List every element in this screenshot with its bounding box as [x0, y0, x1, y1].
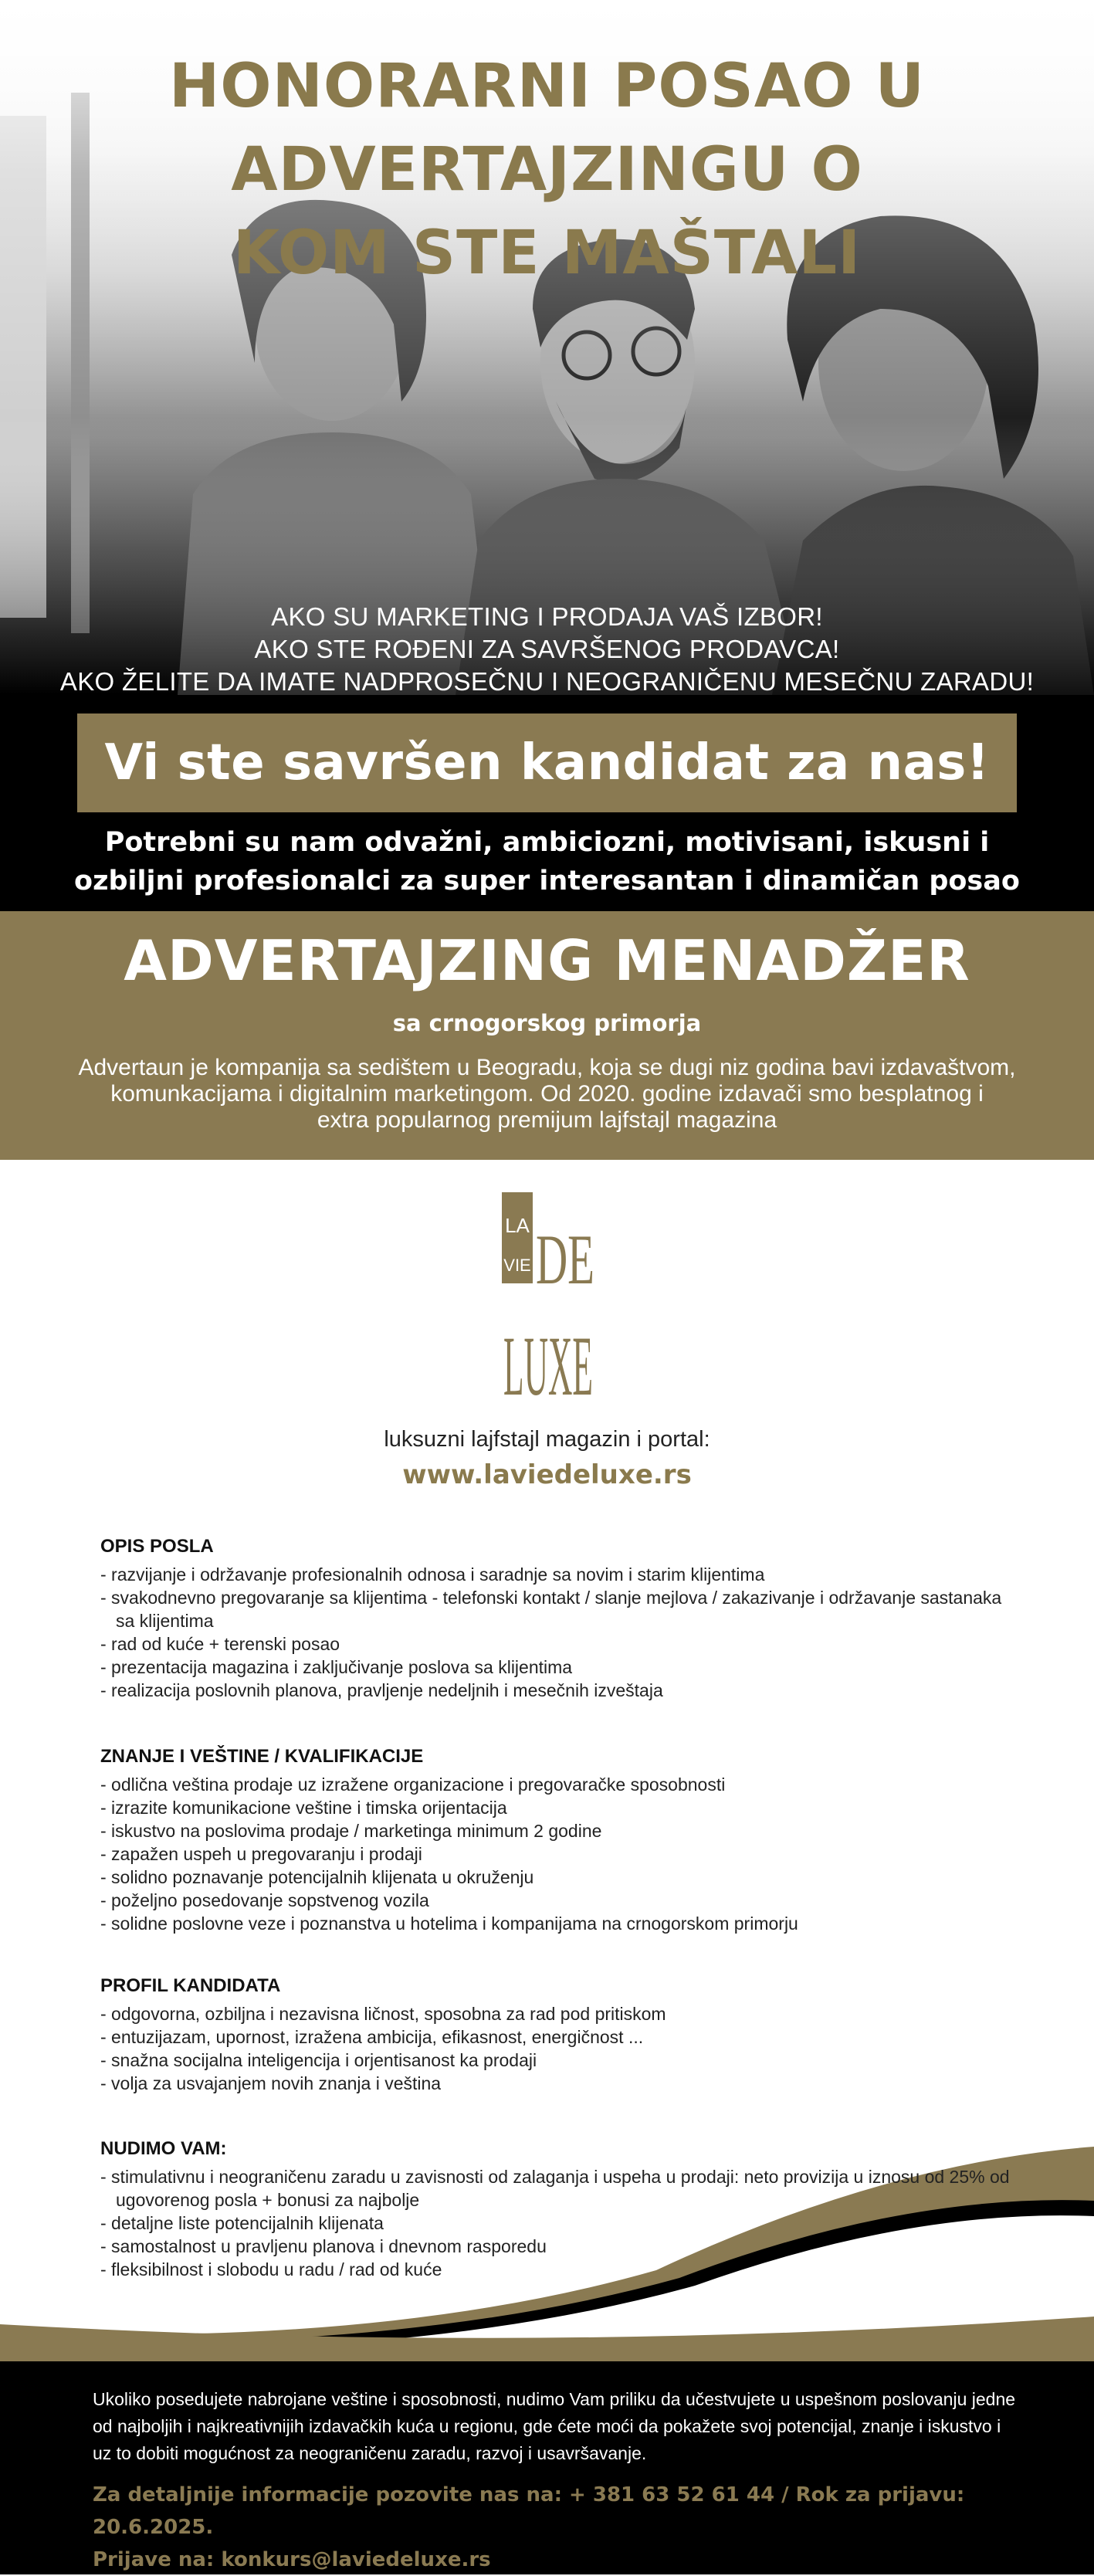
list-item: - realizacija poslovnih planova, pravljenje nedeljnih i mesečnih izveštaja — [100, 1680, 663, 1700]
list-item: - odlična veština prodaje uz izražene organizacione i pregovaračke sposobnosti — [100, 1774, 726, 1795]
hero-title-line: KOM STE MAŠTALI — [232, 219, 862, 288]
candidate-text: Vi ste savršen kandidat za nas! — [104, 734, 990, 791]
hero-title-line: ADVERTAJZINGU O — [231, 135, 863, 205]
description-line: extra popularnog premijum lajfstajl magazina — [317, 1107, 777, 1133]
candidate-profile-section — [100, 1974, 1011, 2095]
tagline: AKO STE ROĐENI ZA SAVRŠENOG PRODAVCA! — [254, 635, 840, 663]
position-band — [0, 911, 1094, 1160]
skills-section — [100, 1745, 1011, 1935]
candidate-banner — [77, 713, 1017, 812]
list-item: - fleksibilnost i slobodu u radu / rad od kuće — [100, 2259, 442, 2279]
list-item: - volja za usvajanjem novih znanja i veština — [100, 2073, 442, 2093]
requirements-intro — [0, 823, 1094, 900]
hero-title — [0, 45, 1094, 295]
list-item: - stimulativnu i neograničenu zaradu u zavisnosti od zalaganja i uspeha u prodaji: neto provizija u iznosu od 25% od ugovorenog posla + bonusi za najbolje — [100, 2167, 1010, 2210]
tagline: AKO SU MARKETING I PRODAJA VAŠ IZBOR! — [271, 602, 823, 631]
list-item: - prezentacija magazina i zaključivanje poslova sa klijentima — [100, 1657, 573, 1677]
section-heading: ZNANJE I VEŠTINE / KVALIFIKACIJE — [100, 1746, 424, 1767]
logo-de: DE — [536, 1220, 594, 1299]
position-subtitle: sa crnogorskog primorja — [392, 1010, 702, 1036]
portal-url-link[interactable]: www.laviedeluxe.rs — [402, 1459, 692, 1490]
footer — [0, 2361, 1094, 2574]
list-item: - rad od kuće + terenski posao — [100, 1634, 340, 1654]
footer-invitation: Ukoliko posedujete nabrojane veštine i sposobnosti, nudimo Vam priliku da učestvujete u uspešnom poslovanju jedne od najboljih i najkreativnijih izdavačkih kuća u regionu, gde ćete moći da pokažete svoj potencijal, znanje i iskustvo i uz to dobiti mogućnost za neograničenu zaradu, razvoj i usavršavanje. — [93, 2389, 1016, 2463]
list-item: - poželjno posedovanje sopstvenog vozila — [100, 1890, 429, 1910]
list-item: - izrazite komunikacione veštine i timska orijentacija — [100, 1798, 507, 1818]
description-line: Advertaun je kompanija sa sedištem u Beogradu, koja se dugi niz godina bavi izdavaštvom, — [78, 1055, 1016, 1080]
company-description — [46, 1055, 1048, 1134]
list-item: - razvijanje i održavanje profesionalnih odnosa i saradnje sa novim i starim klijentima — [100, 1564, 765, 1585]
offer-section — [100, 2137, 1011, 2281]
description-line: komunkacijama i digitalnim marketingom. Od 2020. godine izdavači smo besplatnog i — [110, 1081, 984, 1107]
taglines — [0, 601, 1094, 698]
apply-email-line[interactable]: Prijave na: konkurs@laviedeluxe.rs — [93, 2548, 491, 2571]
contact-line[interactable]: Za detaljnije informacije pozovite nas na: + 381 63 52 61 44 / Rok za prijavu: 20.6.2025. — [93, 2483, 965, 2539]
requirements-line: Potrebni su nam odvažni, ambiciozni, motivisani, iskusni i — [104, 827, 990, 858]
hero-title-line: HONORARNI POSAO U — [169, 52, 925, 121]
contact-info — [93, 2479, 1058, 2576]
job-description-section — [100, 1535, 1011, 1702]
hero-section — [0, 0, 1094, 911]
list-item: - detaljne liste potencijalnih klijenata — [100, 2213, 384, 2233]
logo-vie: VIE — [503, 1256, 531, 1275]
position-title: ADVERTAJZING MENADŽER — [124, 928, 970, 993]
list-item: - iskustvo na poslovima prodaje / marketinga minimum 2 godine — [100, 1821, 602, 1841]
list-item: - svakodnevno pregovaranje sa klijentima - telefonski kontakt / slanje mejlova / zakazivanje i održavanje sastanaka sa klijentima — [100, 1588, 1002, 1631]
section-heading: NUDIMO VAM: — [100, 2138, 227, 2159]
section-heading: PROFIL KANDIDATA — [100, 1975, 281, 1996]
portal-label: luksuzni lajfstajl magazin i portal: — [384, 1427, 710, 1452]
logo-luxe: LUXE — [503, 1319, 593, 1413]
requirements-line: ozbiljni profesionalci za super interesantan i dinamičan posao — [74, 866, 1020, 897]
tagline: AKO ŽELITE DA IMATE NADPROSEČNU I NEOGRANIČENU MESEČNU ZARADU! — [59, 667, 1035, 696]
list-item: - zapažen uspeh u pregovaranju i prodaji — [100, 1844, 422, 1864]
logo-la: LA — [505, 1214, 530, 1237]
la-vie-de-luxe-logo — [502, 1189, 594, 1413]
list-item: - entuzijazam, upornost, izražena ambicija, efikasnost, energičnost ... — [100, 2027, 644, 2047]
list-item: - snažna socijalna inteligencija i orjentisanost ka prodaji — [100, 2050, 537, 2070]
list-item: - samostalnost u pravljenu planova i dnevnom rasporedu — [100, 2236, 547, 2256]
list-item: - solidno poznavanje potencijalnih klijenata u okruženju — [100, 1867, 534, 1887]
list-item: - odgovorna, ozbiljna i nezavisna ličnost, sposobna za rad pod pritiskom — [100, 2004, 666, 2024]
list-item: - solidne poslovne veze i poznanstva u hotelima i kompanijama na crnogorskom primorju — [100, 1913, 798, 1934]
section-heading: OPIS POSLA — [100, 1536, 214, 1557]
